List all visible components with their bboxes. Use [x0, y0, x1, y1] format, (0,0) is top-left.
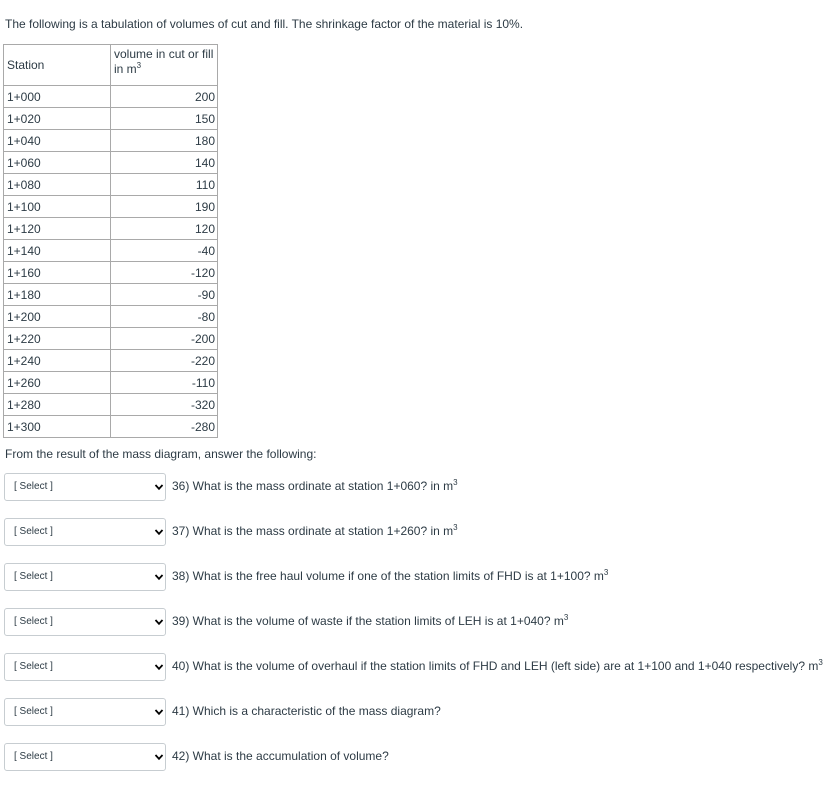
chevron-down-icon: [154, 528, 164, 536]
select-placeholder: [ Select ]: [14, 706, 53, 717]
volume-cell: 120: [111, 218, 218, 240]
volume-cell: 200: [111, 86, 218, 108]
question-label: 40) What is the volume of overhaul if the station limits of FHD and LEH (left side) are at 1+100 and 1+040 respectively? m: [172, 659, 819, 673]
chevron-down-icon: [154, 618, 164, 626]
question-row: [4, 743, 832, 773]
answer-select[interactable]: [4, 743, 166, 771]
question-text: [172, 704, 441, 718]
answer-select[interactable]: [4, 518, 166, 546]
table-row: [4, 152, 218, 174]
unit-superscript: 3: [603, 568, 609, 577]
volume-cell: 140: [111, 152, 218, 174]
question-text: [172, 479, 458, 493]
question-text: [172, 659, 823, 673]
volume-cell: -90: [111, 284, 218, 306]
station-cell: 1+020: [4, 108, 111, 130]
unit-superscript: 3: [818, 658, 823, 667]
station-cell: 1+220: [4, 328, 111, 350]
table-row: [4, 284, 218, 306]
station-cell: 1+260: [4, 372, 111, 394]
select-placeholder: [ Select ]: [14, 481, 53, 492]
question-label: 42) What is the accumulation of volume?: [172, 749, 389, 763]
volume-cell: 190: [111, 196, 218, 218]
answer-select[interactable]: [4, 608, 166, 636]
volume-table: [3, 44, 218, 438]
table-row: [4, 328, 218, 350]
station-cell: 1+200: [4, 306, 111, 328]
chevron-down-icon: [154, 663, 164, 671]
volume-cell: 180: [111, 130, 218, 152]
station-cell: 1+180: [4, 284, 111, 306]
question-text: [172, 524, 458, 538]
table-row: [4, 196, 218, 218]
chevron-down-icon: [154, 573, 164, 581]
station-cell: 1+100: [4, 196, 111, 218]
select-placeholder: [ Select ]: [14, 571, 53, 582]
station-cell: 1+160: [4, 262, 111, 284]
station-cell: 1+300: [4, 416, 111, 438]
volume-cell: -320: [111, 394, 218, 416]
question-row: [4, 698, 832, 728]
question-label: 36) What is the mass ordinate at station 1+060? in m: [172, 479, 454, 493]
question-text: [172, 569, 608, 583]
question-row: [4, 518, 832, 548]
table-row: [4, 306, 218, 328]
table-row: [4, 394, 218, 416]
question-row: [4, 473, 832, 503]
question-row: [4, 653, 832, 683]
volume-cell: 150: [111, 108, 218, 130]
question-label: 38) What is the free haul volume if one of the station limits of FHD is at 1+100? m: [172, 569, 604, 583]
header-volume-sup: 3: [136, 61, 142, 70]
header-volume-line1: volume in cut or fill: [114, 47, 214, 61]
unit-superscript: 3: [453, 523, 458, 532]
chevron-down-icon: [154, 708, 164, 716]
chevron-down-icon: [154, 753, 164, 761]
question-text: [172, 614, 568, 628]
question-row: [4, 608, 832, 638]
header-volume: [111, 45, 218, 86]
header-station: Station: [4, 45, 111, 86]
volume-cell: -280: [111, 416, 218, 438]
table-row: [4, 416, 218, 438]
unit-superscript: 3: [453, 478, 458, 487]
station-cell: 1+080: [4, 174, 111, 196]
station-cell: 1+000: [4, 86, 111, 108]
select-placeholder: [ Select ]: [14, 751, 53, 762]
answer-select[interactable]: [4, 473, 166, 501]
volume-cell: -110: [111, 372, 218, 394]
table-row: [4, 240, 218, 262]
table-row: [4, 108, 218, 130]
volume-cell: -40: [111, 240, 218, 262]
table-row: [4, 86, 218, 108]
station-cell: 1+060: [4, 152, 111, 174]
volume-cell: -80: [111, 306, 218, 328]
table-row: [4, 350, 218, 372]
header-volume-line2: in m: [114, 62, 137, 76]
table-row: [4, 262, 218, 284]
select-placeholder: [ Select ]: [14, 661, 53, 672]
unit-superscript: 3: [563, 613, 569, 622]
table-row: [4, 130, 218, 152]
station-cell: 1+120: [4, 218, 111, 240]
answer-select[interactable]: [4, 653, 166, 681]
question-row: [4, 563, 832, 593]
volume-cell: -220: [111, 350, 218, 372]
question-text: [172, 749, 389, 763]
select-placeholder: [ Select ]: [14, 616, 53, 627]
table-header-row: [4, 45, 218, 86]
intro-text: The following is a tabulation of volumes of cut and fill. The shrinkage factor of the material is 10%.: [5, 17, 524, 31]
select-placeholder: [ Select ]: [14, 526, 53, 537]
volume-cell: -200: [111, 328, 218, 350]
station-cell: 1+040: [4, 130, 111, 152]
answer-select[interactable]: [4, 698, 166, 726]
mass-diagram-instruction: From the result of the mass diagram, answer the following:: [5, 447, 317, 461]
table-row: [4, 174, 218, 196]
chevron-down-icon: [154, 483, 164, 491]
answer-select[interactable]: [4, 563, 166, 591]
station-cell: 1+280: [4, 394, 111, 416]
volume-cell: -120: [111, 262, 218, 284]
station-cell: 1+140: [4, 240, 111, 262]
station-cell: 1+240: [4, 350, 111, 372]
question-label: 41) Which is a characteristic of the mass diagram?: [172, 704, 441, 718]
question-label: 39) What is the volume of waste if the station limits of LEH is at 1+040? m: [172, 614, 564, 628]
volume-cell: 110: [111, 174, 218, 196]
table-row: [4, 218, 218, 240]
question-label: 37) What is the mass ordinate at station 1+260? in m: [172, 524, 454, 538]
table-row: [4, 372, 218, 394]
